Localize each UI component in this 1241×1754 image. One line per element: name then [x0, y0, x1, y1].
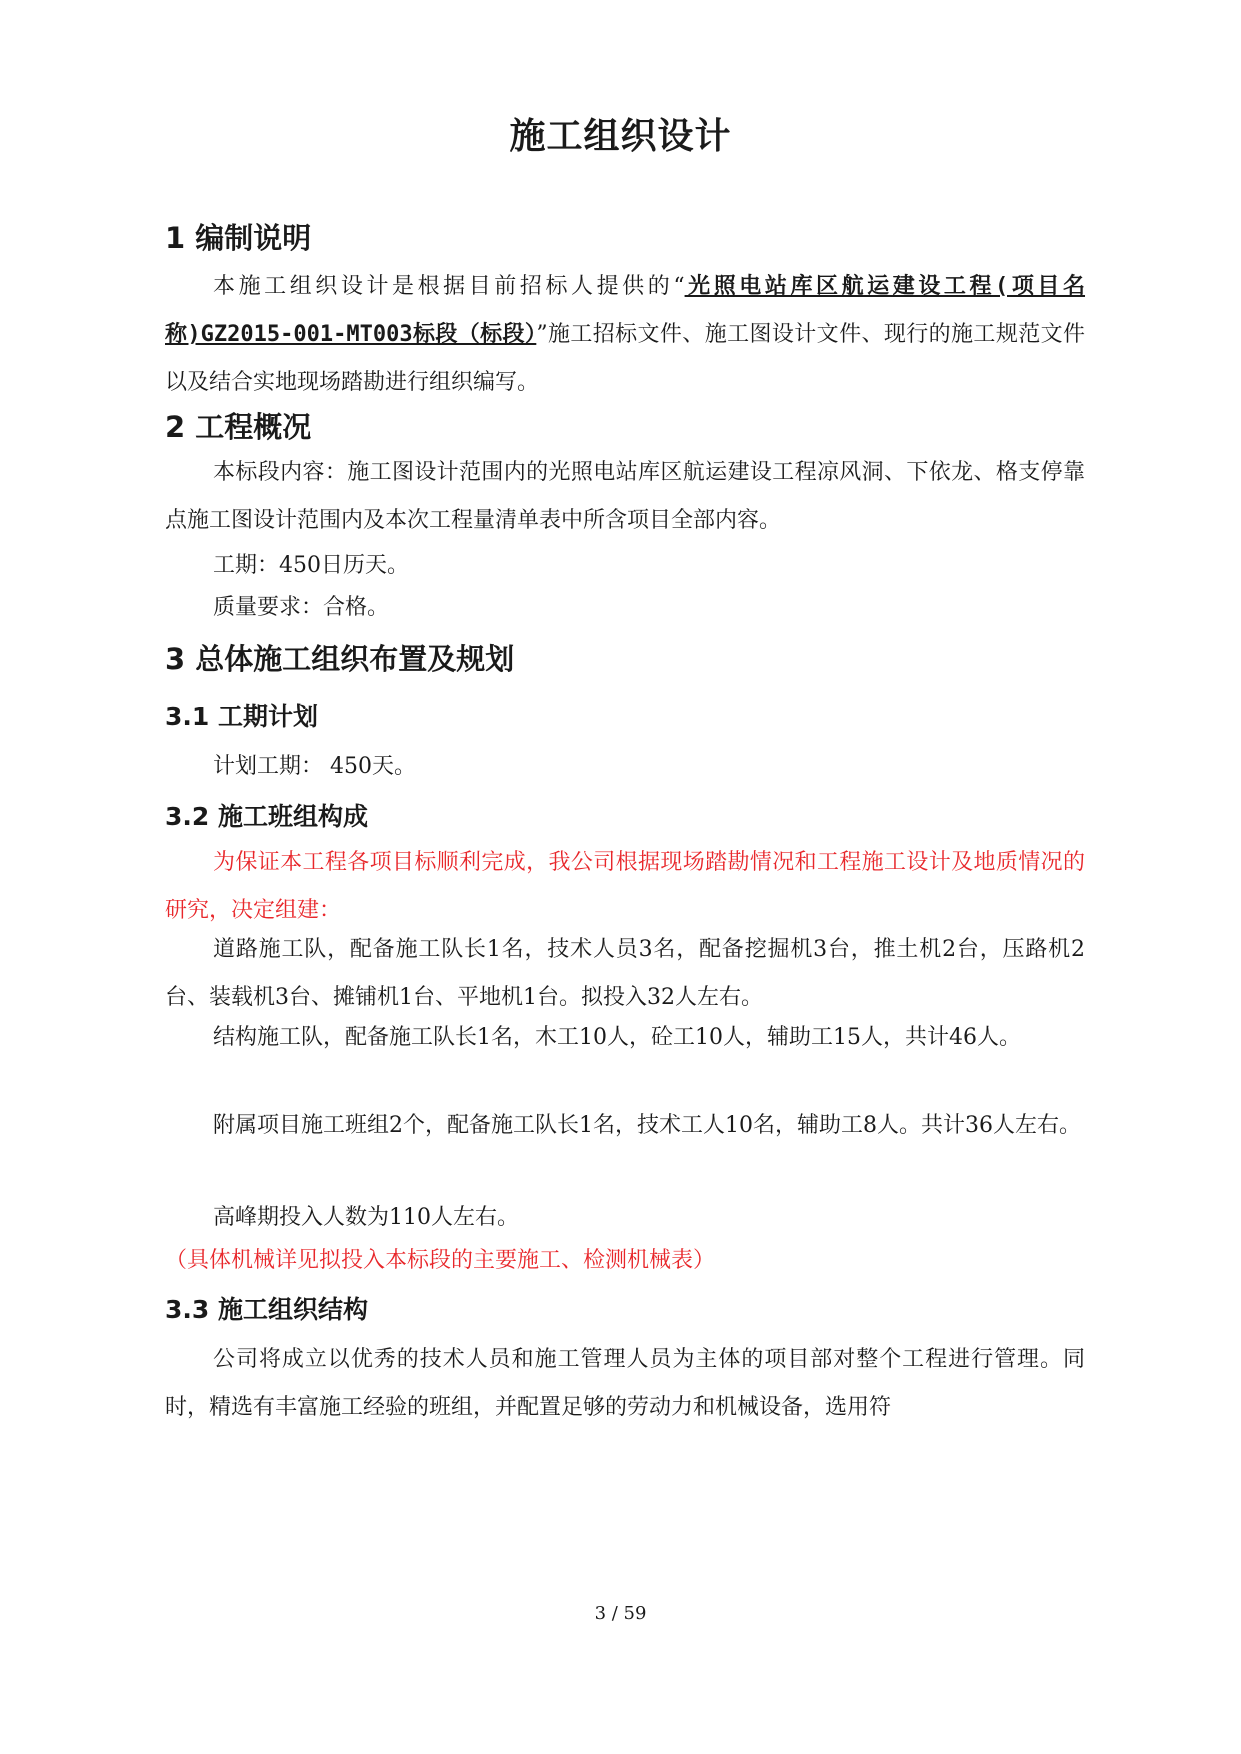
section-1-heading: 1 编制说明 [165, 221, 312, 255]
auxiliary-team-text: 附属项目施工班组2个，配备施工队长1名，技术工人10名，辅助工8人。共计36人左右。 [213, 1113, 1081, 1138]
section-2-duration: 工期：450日历天。 [213, 553, 409, 578]
section-3-1-heading: 3.1 工期计划 [165, 702, 318, 731]
paragraph-lead: 本施工组织设计是根据目前招标人提供的“ [213, 274, 685, 299]
section-3-3-text: 公司将成立以优秀的技术人员和施工管理人员为主体的项目部对整个工程进行管理。同时，精选有丰富施工经验的班组，并配置足够的劳动力和机械设备，选用符 [165, 1347, 1085, 1420]
section-2-scope: 本标段内容：施工图设计范围内的光照电站库区航运建设工程凉风洞、下依龙、格支停靠点施工图设计范围内及本次工程量清单表中所含项目全部内容。 [165, 460, 1085, 533]
section-2-heading: 2 工程概况 [165, 410, 312, 444]
paragraph-tail: ”施工招标文件、施工图设计文件、现行的施工规范文件以及结合实地现场踏勘进行组织编写。 [165, 322, 1085, 395]
section-2-quality: 质量要求：合格。 [213, 595, 390, 620]
document-title: 施工组织设计 [509, 116, 732, 157]
page-number: 3 / 59 [594, 1603, 647, 1624]
peak-manpower-text: 高峰期投入人数为110人左右。 [213, 1205, 519, 1230]
section-3-1-text: 计划工期： 450天。 [213, 754, 416, 779]
section-1-paragraph [165, 263, 1085, 407]
road-team-text: 道路施工队，配备施工队长1名，技术人员3名，配备挖掘机3台，推土机2台，压路机2台、装载机3台、摊铺机1台、平地机1台。拟投入32人左右。 [165, 937, 1085, 1010]
section-3-heading: 3 总体施工组织布置及规划 [165, 642, 515, 676]
section-3-2-intro: 为保证本工程各项目标顺利完成，我公司根据现场踏勘情况和工程施工设计及地质情况的研究，决定组建： [165, 850, 1085, 923]
section-3-3-heading: 3.3 施工组织结构 [165, 1295, 368, 1324]
section-3-2-heading: 3.2 施工班组构成 [165, 802, 368, 831]
project-name: 光照电站库区航运建设工程(项目名称)GZ2015-001-MT003标段（标段） [165, 274, 1086, 347]
structure-team-text: 结构施工队，配备施工队长1名，木工10人，砼工10人，辅助工15人，共计46人。 [213, 1025, 1021, 1050]
machinery-note: （具体机械详见拟投入本标段的主要施工、检测机械表） [165, 1248, 716, 1273]
